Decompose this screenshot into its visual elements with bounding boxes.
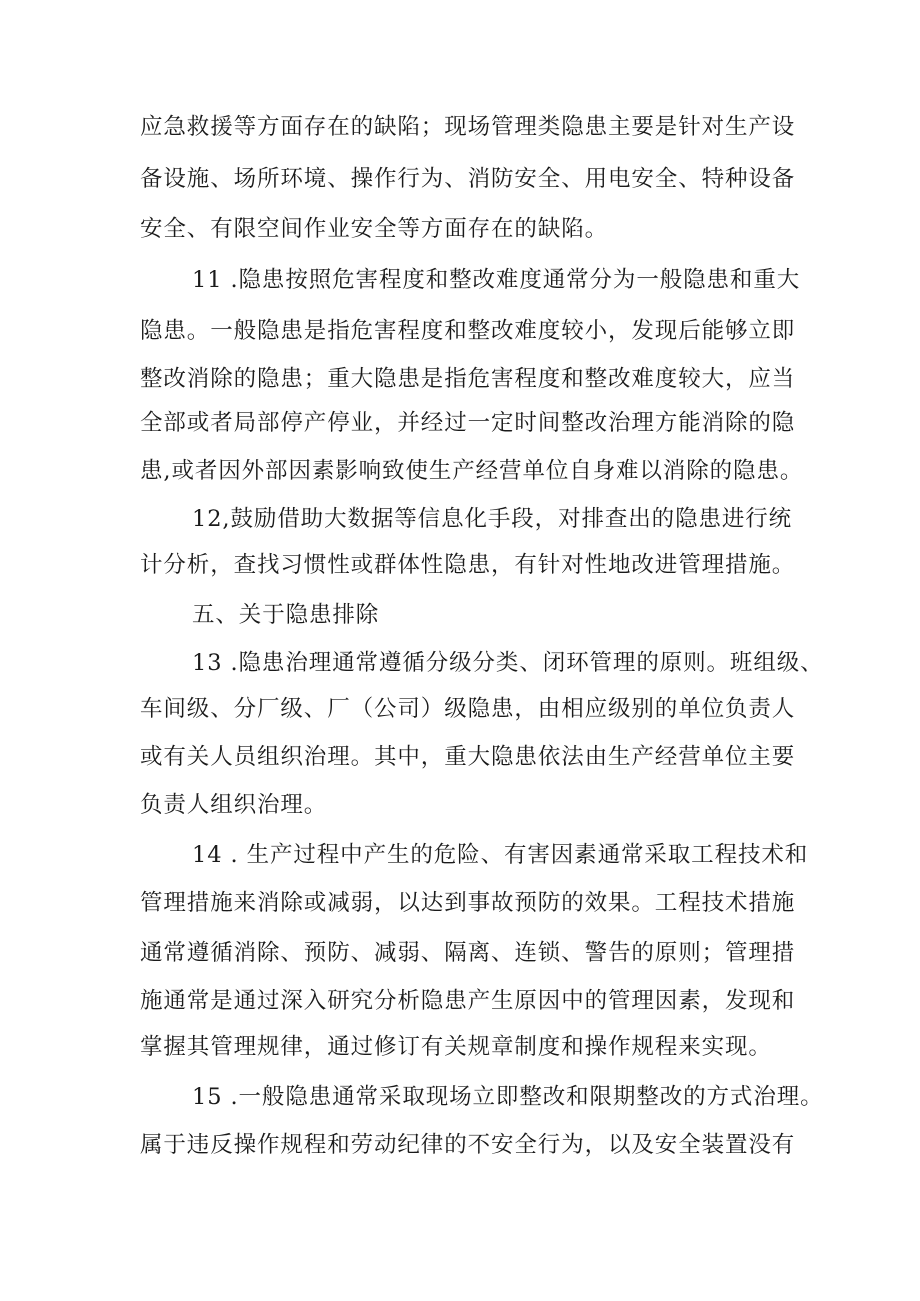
paragraph-11-first-line: 11 .隐患按照危害程度和整改难度通常分为一般隐患和重大 xyxy=(192,267,801,293)
text-line: 车间级、分厂级、厂（公司）级隐患，由相应级别的单位负责人 xyxy=(140,696,796,722)
paragraph-14-first-line: 14 . 生产过程中产生的危险、有害因素通常采取工程技术和 xyxy=(192,842,809,868)
text-line: 管理措施来消除或减弱，以达到事故预防的效果。工程技术措施 xyxy=(140,890,796,916)
text-line: 负责人组织治理。 xyxy=(140,792,328,818)
text-line: 全部或者局部停产停业，并经过一定时间整改治理方能消除的隐 xyxy=(140,410,796,436)
text-line: 安全、有限空间作业安全等方面存在的缺陷。 xyxy=(140,216,609,242)
text-line: 属于违反操作规程和劳动纪律的不安全行为，以及安全装置没有 xyxy=(140,1132,796,1158)
text-line: 患,或者因外部因素影响致使生产经营单位自身难以消除的隐患。 xyxy=(140,458,804,484)
section-heading: 五、关于隐患排除 xyxy=(192,602,380,628)
text-line: 隐患。一般隐患是指危害程度和整改难度较小，发现后能够立即 xyxy=(140,318,796,344)
text-line: 或有关人员组织治理。其中，重大隐患依法由生产经营单位主要 xyxy=(140,744,796,770)
text-line: 掌握其管理规律，通过修订有关规章制度和操作规程来实现。 xyxy=(140,1034,772,1060)
text-line: 计分析，查找习惯性或群体性隐患，有针对性地改进管理措施。 xyxy=(140,552,796,578)
text-line: 施通常是通过深入研究分析隐患产生原因中的管理因素，发现和 xyxy=(140,988,796,1014)
paragraph-15-first-line: 15 .一般隐患通常采取现场立即整改和限期整改的方式治理。 xyxy=(192,1084,824,1110)
paragraph-13-first-line: 13 .隐患治理通常遵循分级分类、闭环管理的原则。班组级、 xyxy=(192,650,824,676)
text-line: 应急救援等方面存在的缺陷；现场管理类隐患主要是针对生产设 xyxy=(140,114,796,140)
text-line: 备设施、场所环境、操作行为、消防安全、用电安全、特种设备 xyxy=(140,166,796,192)
text-line: 整改消除的隐患；重大隐患是指危害程度和整改难度较大，应当 xyxy=(140,366,796,392)
paragraph-12-first-line: 12,鼓励借助大数据等信息化手段，对排查出的隐患进行统 xyxy=(192,506,793,532)
text-line: 通常遵循消除、预防、减弱、隔离、连锁、警告的原则；管理措 xyxy=(140,940,796,966)
